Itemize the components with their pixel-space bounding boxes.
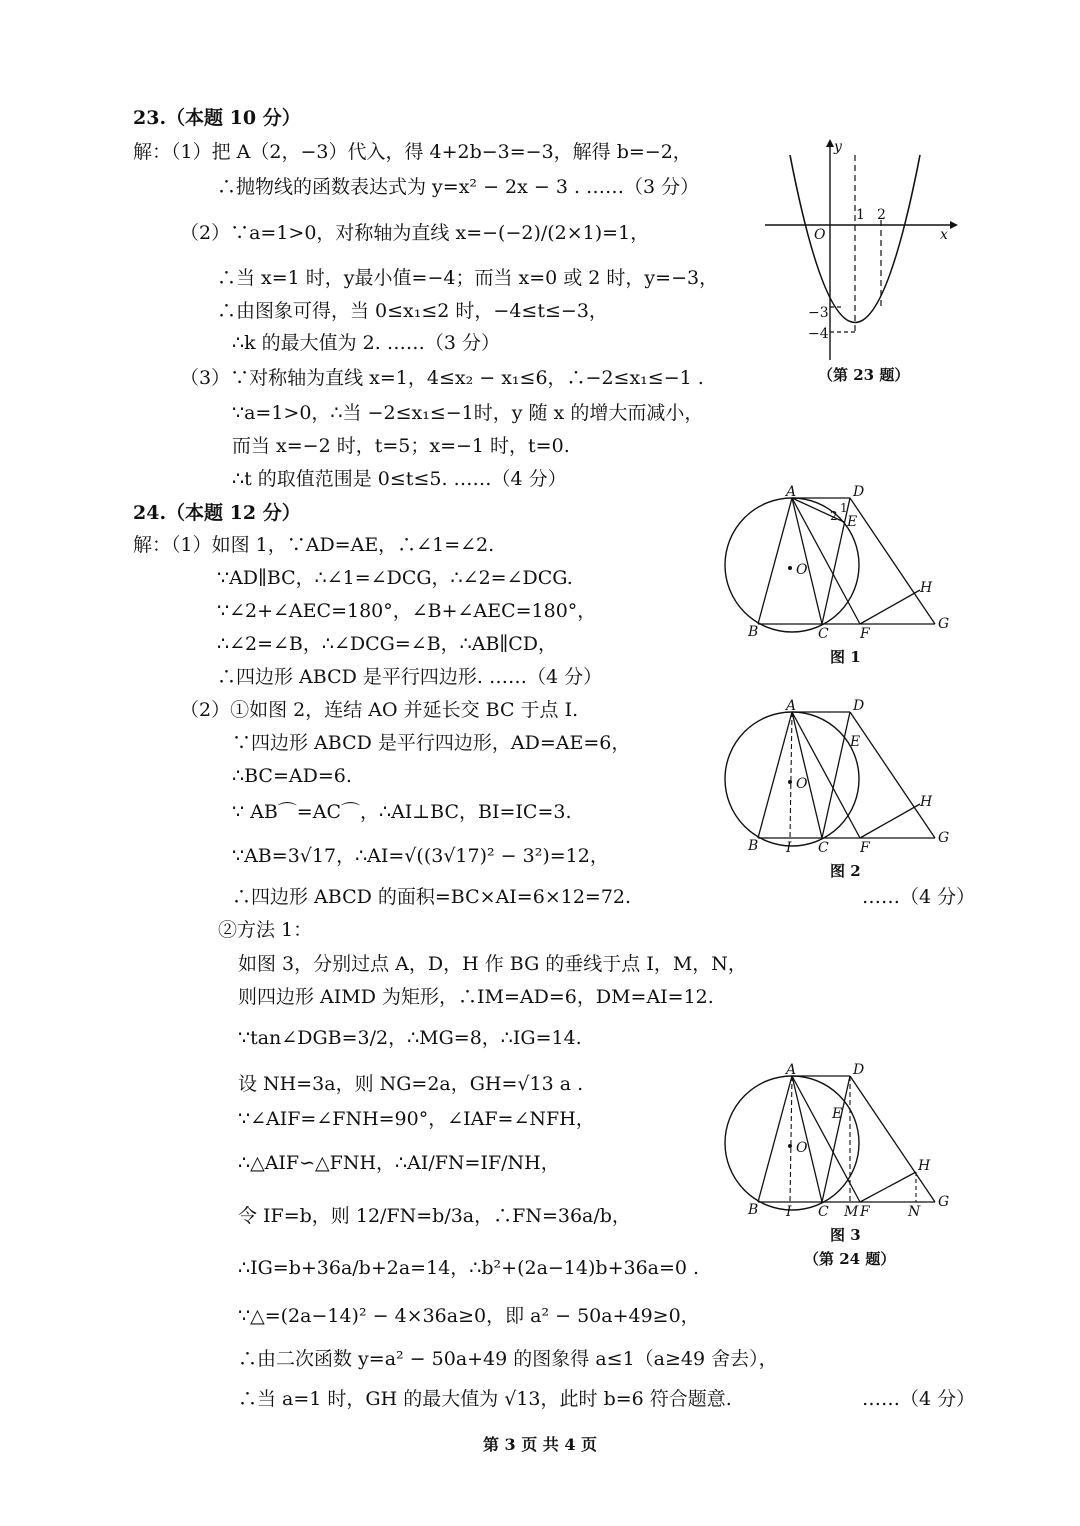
label-i: I — [786, 840, 792, 856]
q24-fig2-caption: 图 2 — [830, 862, 861, 880]
q23-line-8: ∵a=1>0，∴当 −2≤x₁≤−1时，y 随 x 的增大而减小， — [232, 402, 704, 424]
tick-label-2: 2 — [877, 207, 886, 223]
y-axis-label: y — [834, 139, 842, 155]
q24-figure-3 — [720, 1060, 960, 1220]
q23-header: 23.（本题 10 分） — [133, 107, 301, 129]
q24-header: 24.（本题 12 分） — [133, 502, 301, 524]
q24-line-14: 则四边形 AIMD 为矩形，∴IM=AD=6，DM=AI=12. — [238, 986, 714, 1008]
center-dot — [788, 1144, 792, 1148]
x-axis-label: x — [940, 227, 948, 243]
seg-ac — [792, 1076, 822, 1202]
q24-figure-1 — [720, 482, 960, 642]
q24-figure-caption: （第 24 题） — [804, 1250, 896, 1268]
seg-dg — [850, 1076, 935, 1202]
label-e: E — [850, 734, 861, 750]
q24-figure-2 — [720, 696, 960, 856]
q24-line-5: ∴四边形 ABCD 是平行四边形. ……（4 分） — [217, 666, 603, 688]
origin-label: O — [814, 227, 826, 243]
seg-fh — [860, 804, 920, 838]
seg-ai-dashed — [790, 712, 792, 838]
label-e: E — [847, 514, 858, 530]
q24-line-16: 设 NH=3a，则 NG=2a，GH=√13 a . — [238, 1073, 584, 1095]
q23-line-10: ∴t 的取值范围是 0≤t≤5. ……（4 分） — [232, 468, 567, 490]
q24-line-8: ∴BC=AD=6. — [232, 765, 352, 787]
label-f: F — [860, 1204, 870, 1220]
seg-fh — [860, 1172, 916, 1202]
tick-label-minus4: −4 — [808, 326, 829, 342]
label-g: G — [938, 830, 950, 846]
label-c: C — [818, 1204, 829, 1220]
center-dot — [788, 566, 792, 570]
q24-fig1-caption: 图 1 — [830, 648, 861, 666]
q24-line-9: ∵ AB⌒=AC⌒，∴AI⊥BC，BI=IC=3. — [232, 801, 572, 823]
seg-ab — [758, 498, 792, 624]
label-b: B — [748, 1202, 759, 1218]
label-h: H — [918, 1158, 931, 1174]
y-axis-arrow-icon — [826, 139, 834, 147]
label-c: C — [818, 840, 829, 856]
seg-ab — [758, 712, 792, 838]
label-d: D — [853, 1062, 865, 1078]
label-f: F — [860, 840, 870, 856]
label-n: N — [908, 1204, 921, 1220]
q24-line-3: ∵∠2+∠AEC=180°，∠B+∠AEC=180°， — [217, 600, 597, 622]
q24-line-13: 如图 3，分别过点 A，D，H 作 BG 的垂线于点 I，M，N， — [238, 953, 747, 975]
q23-line-5: ∴由图象可得，当 0≤x₁≤2 时，−4≤t≤−3， — [217, 300, 608, 322]
label-angle-1: 1 — [840, 501, 848, 515]
q24-score-2b: ……（4 分） — [862, 1388, 976, 1410]
label-h: H — [920, 580, 933, 596]
q24-line-11: ∴四边形 ABCD 的面积=BC×AI=6×12=72. — [232, 886, 632, 908]
label-e: E — [832, 1106, 843, 1122]
label-d: D — [853, 484, 865, 500]
q23-line-9: 而当 x=−2 时，t=5；x=−1 时，t=0. — [232, 435, 570, 457]
circle-o — [725, 498, 859, 632]
label-a: A — [786, 484, 797, 500]
label-angle-2: 2 — [830, 509, 838, 523]
label-o: O — [796, 776, 808, 792]
q24-line-12: ②方法 1： — [218, 919, 313, 941]
q24-line-1: 解：（1）如图 1，∵AD=AE，∴∠1=∠2. — [133, 534, 495, 556]
q24-line-18: ∴△AIF∽△FNH，∴AI/FN=IF/NH， — [238, 1152, 560, 1174]
q24-fig3-caption: 图 3 — [830, 1226, 861, 1244]
label-b: B — [748, 838, 759, 854]
q23-line-3: （2）∵a=1>0，对称轴为直线 x=−(−2)/(2×1)=1， — [180, 222, 650, 244]
q23-line-1: 解：（1）把 A（2，−3）代入，得 4+2b−3=−3，解得 b=−2， — [133, 141, 692, 163]
seg-ac — [792, 498, 822, 624]
q24-line-4: ∴∠2=∠B，∴∠DCG=∠B，∴AB∥CD， — [217, 633, 557, 655]
tick-label-minus3: −3 — [808, 305, 829, 321]
q24-line-20: ∴IG=b+36a/b+2a=14，∴b²+(2a−14)b+36a=0 . — [238, 1257, 700, 1279]
label-g: G — [938, 616, 950, 632]
label-o: O — [796, 562, 808, 578]
q24-line-21: ∵△=(2a−14)² − 4×36a≥0，即 a² − 50a+49≥0， — [238, 1305, 700, 1327]
q23-line-2: ∴抛物线的函数表达式为 y=x² − 2x − 3 . ……（3 分） — [217, 176, 700, 198]
q24-line-6: （2）①如图 2，连结 AO 并延长交 BC 于点 I. — [180, 699, 579, 721]
q24-line-17: ∵∠AIF=∠FNH=90°，∠IAF=∠NFH， — [238, 1108, 595, 1130]
label-a: A — [786, 1062, 797, 1078]
q24-score-2a: ……（4 分） — [862, 886, 976, 908]
q23-line-7: （3）∵对称轴为直线 x=1，4≤x₂ − x₁≤6，∴−2≤x₁≤−1 . — [180, 367, 704, 389]
seg-ab — [758, 1076, 792, 1202]
label-a: A — [786, 698, 797, 714]
page-footer: 第 3 页 共 4 页 — [482, 1435, 598, 1454]
label-g: G — [938, 1194, 950, 1210]
q23-parabola-figure — [760, 135, 960, 365]
q24-line-15: ∵tan∠DGB=3/2，∴MG=8，∴IG=14. — [238, 1027, 582, 1049]
x-axis-arrow-icon — [950, 221, 958, 229]
q24-line-19: 令 IF=b，则 12/FN=b/3a，∴FN=36a/b， — [238, 1205, 631, 1227]
label-h: H — [920, 794, 933, 810]
q23-figure-caption: （第 23 题） — [818, 366, 910, 384]
q24-line-23: ∴当 a=1 时，GH 的最大值为 √13，此时 b=6 符合题意. — [238, 1388, 732, 1410]
q24-line-10: ∵AB=3√17，∴AI=√((3√17)² − 3²)=12， — [232, 845, 609, 867]
label-b: B — [748, 624, 759, 640]
label-o: O — [796, 1140, 808, 1156]
label-c: C — [818, 626, 829, 642]
q23-line-6: ∴k 的最大值为 2. ……（3 分） — [232, 332, 500, 354]
q23-line-4: ∴当 x=1 时，y最小值=−4；而当 x=0 或 2 时，y=−3， — [217, 267, 719, 289]
seg-fh — [860, 590, 920, 624]
label-i: I — [786, 1204, 792, 1220]
label-d: D — [853, 698, 865, 714]
seg-ac — [792, 712, 822, 838]
label-f: F — [860, 626, 870, 642]
center-dot — [788, 780, 792, 784]
label-m: M — [844, 1204, 859, 1220]
seg-ai-dashed — [790, 1076, 792, 1202]
tick-label-1: 1 — [856, 207, 865, 223]
q24-line-22: ∴由二次函数 y=a² − 50a+49 的图象得 a≤1（a≥49 舍去）， — [238, 1348, 778, 1370]
q24-line-7: ∵四边形 ABCD 是平行四边形，AD=AE=6， — [232, 732, 631, 754]
q24-line-2: ∵AD∥BC，∴∠1=∠DCG，∴∠2=∠DCG. — [217, 567, 573, 589]
